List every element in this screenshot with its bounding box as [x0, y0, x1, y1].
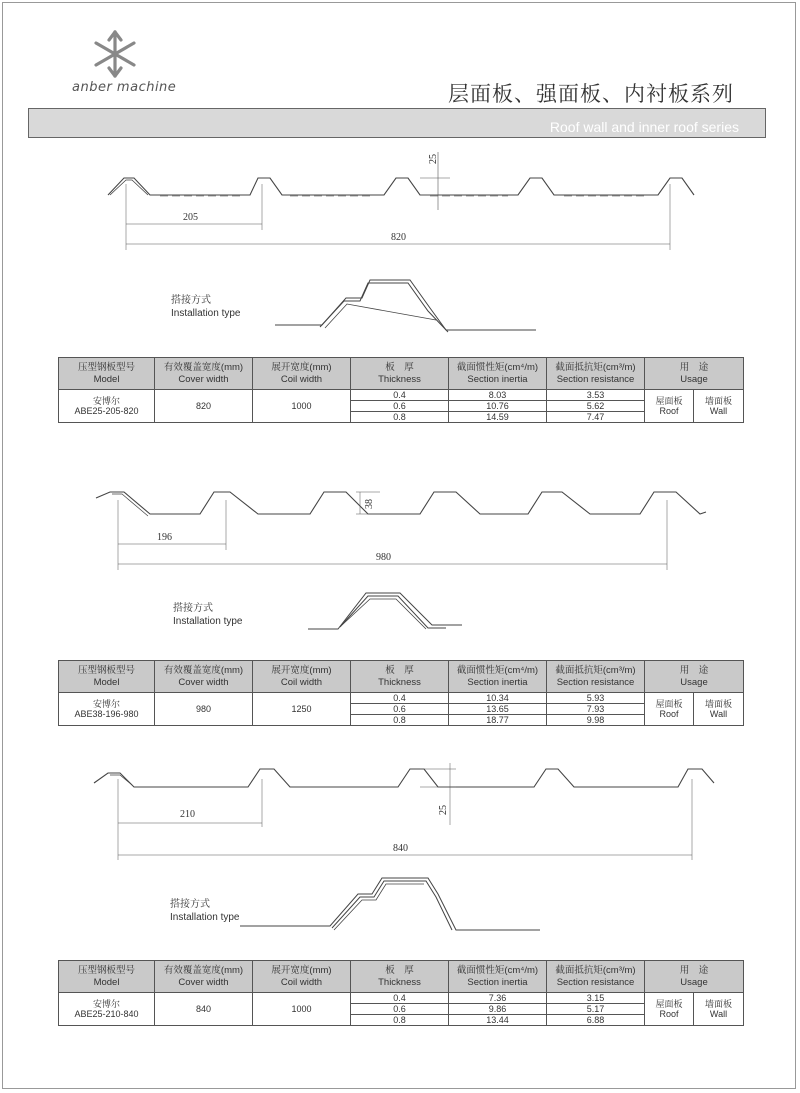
header-cover-cn: 有效覆盖宽度(mm)	[163, 664, 244, 676]
header-resist-en: Section resistance	[556, 976, 635, 988]
header-model-en: Model	[93, 373, 120, 385]
installation-drawing-3	[0, 870, 800, 940]
thickness: 0.6	[351, 704, 449, 715]
resistance: 5.62	[547, 401, 645, 412]
resistance: 9.98	[547, 715, 645, 726]
header-thick-cn: 板 厚	[385, 964, 414, 976]
header-usage-en: Usage	[680, 676, 708, 688]
cover-width: 980	[155, 693, 253, 726]
resistance: 7.47	[547, 412, 645, 423]
usage-wall-cn: 墙面板	[705, 999, 733, 1009]
coil-width: 1000	[253, 993, 351, 1026]
usage-wall-en: Wall	[709, 406, 728, 416]
header-coil-cn: 展开宽度(mm)	[271, 664, 332, 676]
spec-table-1	[58, 357, 744, 423]
header-model-cn: 压型钢板型号	[77, 664, 135, 676]
header-model-cn: 压型钢板型号	[77, 964, 135, 976]
spec-table-2	[58, 660, 744, 726]
installation-label-en: Installation type	[173, 616, 243, 627]
dim-height-1: 25	[428, 154, 439, 164]
inertia: 9.86	[449, 1004, 547, 1015]
dim-width-2: 980	[376, 552, 391, 563]
brand-logo-text: anber machine	[72, 80, 177, 95]
header-inertia-cn: 截面惯性矩(cm⁴/m)	[456, 664, 539, 676]
header-model-cn: 压型钢板型号	[77, 361, 135, 373]
installation-label-cn: 搭接方式	[171, 295, 211, 306]
header-resist-cn: 截面抵抗矩(cm³/m)	[555, 964, 636, 976]
header-coil-en: Coil width	[280, 676, 323, 688]
model-code: ABE38-196-980	[74, 709, 139, 719]
spec-table-3	[58, 960, 744, 1026]
header-thick-en: Thickness	[378, 676, 421, 688]
usage-wall-en: Wall	[709, 1009, 728, 1019]
thickness: 0.8	[351, 412, 449, 423]
header-inertia-en: Section inertia	[467, 373, 528, 385]
installation-drawing-1	[0, 270, 800, 340]
usage-wall-cn: 墙面板	[705, 396, 733, 406]
header-cover-cn: 有效覆盖宽度(mm)	[163, 964, 244, 976]
inertia: 8.03	[449, 390, 547, 401]
thickness: 0.6	[351, 401, 449, 412]
brand-cn: 安博尔	[92, 699, 120, 709]
thickness: 0.4	[351, 693, 449, 704]
header-usage-cn: 用 途	[679, 361, 709, 373]
brand-cn: 安博尔	[92, 999, 120, 1009]
dim-pitch-1: 205	[183, 212, 198, 223]
header-inertia-en: Section inertia	[467, 676, 528, 688]
dim-pitch-3: 210	[180, 809, 195, 820]
dim-height-2: 38	[364, 499, 375, 509]
usage-roof-en: Roof	[659, 406, 679, 416]
profile-drawing-1	[0, 140, 800, 260]
usage-roof-en: Roof	[659, 709, 679, 719]
header-inertia-cn: 截面惯性矩(cm⁴/m)	[456, 964, 539, 976]
page-title: 层面板、强面板、内衬板系列	[448, 82, 734, 106]
header-cover-cn: 有效覆盖宽度(mm)	[163, 361, 244, 373]
installation-label-cn: 搭接方式	[170, 899, 210, 910]
header-coil-cn: 展开宽度(mm)	[271, 964, 332, 976]
header-resist-en: Section resistance	[556, 373, 635, 385]
profile-drawing-2	[0, 470, 800, 580]
model-code: ABE25-210-840	[74, 1009, 139, 1019]
header-resist-cn: 截面抵抗矩(cm³/m)	[555, 361, 636, 373]
usage-roof-cn: 屋面板	[655, 396, 683, 406]
header-thick-cn: 板 厚	[385, 361, 414, 373]
cover-width: 840	[155, 993, 253, 1026]
dim-pitch-2: 196	[157, 532, 172, 543]
header-cover-en: Cover width	[178, 676, 229, 688]
header-thick-cn: 板 厚	[385, 664, 414, 676]
inertia: 10.76	[449, 401, 547, 412]
brand-cn: 安博尔	[92, 396, 120, 406]
series-banner	[28, 108, 766, 138]
header-resist-cn: 截面抵抗矩(cm³/m)	[555, 664, 636, 676]
inertia: 10.34	[449, 693, 547, 704]
resistance: 5.93	[547, 693, 645, 704]
installation-label-cn: 搭接方式	[173, 603, 213, 614]
model-code: ABE25-205-820	[74, 406, 139, 416]
usage-wall-cn: 墙面板	[705, 699, 733, 709]
header-usage-en: Usage	[680, 976, 708, 988]
resistance: 5.17	[547, 1004, 645, 1015]
header-usage-en: Usage	[680, 373, 708, 385]
usage-roof-cn: 屋面板	[655, 999, 683, 1009]
resistance: 3.53	[547, 390, 645, 401]
cover-width: 820	[155, 390, 253, 423]
coil-width: 1250	[253, 693, 351, 726]
installation-label-en: Installation type	[170, 912, 240, 923]
header-thick-en: Thickness	[378, 976, 421, 988]
inertia: 7.36	[449, 993, 547, 1004]
header-coil-en: Coil width	[280, 976, 323, 988]
header-coil-cn: 展开宽度(mm)	[271, 361, 332, 373]
header-inertia-cn: 截面惯性矩(cm⁴/m)	[456, 361, 539, 373]
header-usage-cn: 用 途	[679, 964, 709, 976]
series-title-en: Roof wall and inner roof series	[549, 119, 739, 135]
thickness: 0.8	[351, 715, 449, 726]
resistance: 6.88	[547, 1015, 645, 1026]
dim-width-3: 840	[393, 843, 408, 854]
usage-roof-en: Roof	[659, 1009, 679, 1019]
thickness: 0.6	[351, 1004, 449, 1015]
installation-drawing-2	[0, 585, 800, 640]
header-model-en: Model	[93, 976, 120, 988]
header-cover-en: Cover width	[178, 373, 229, 385]
header-coil-en: Coil width	[280, 373, 323, 385]
inertia: 13.65	[449, 704, 547, 715]
header-usage-cn: 用 途	[679, 664, 709, 676]
header-inertia-en: Section inertia	[467, 976, 528, 988]
header-thick-en: Thickness	[378, 373, 421, 385]
installation-label-en: Installation type	[171, 308, 241, 319]
header-resist-en: Section resistance	[556, 676, 635, 688]
thickness: 0.4	[351, 390, 449, 401]
inertia: 13.44	[449, 1015, 547, 1026]
profile-drawing-3	[0, 755, 800, 870]
header-cover-en: Cover width	[178, 976, 229, 988]
coil-width: 1000	[253, 390, 351, 423]
resistance: 3.15	[547, 993, 645, 1004]
usage-roof-cn: 屋面板	[655, 699, 683, 709]
inertia: 18.77	[449, 715, 547, 726]
header-model-en: Model	[93, 676, 120, 688]
resistance: 7.93	[547, 704, 645, 715]
usage-wall-en: Wall	[709, 709, 728, 719]
dim-height-3: 25	[438, 805, 449, 815]
thickness: 0.4	[351, 993, 449, 1004]
thickness: 0.8	[351, 1015, 449, 1026]
dim-width-1: 820	[391, 232, 406, 243]
inertia: 14.59	[449, 412, 547, 423]
